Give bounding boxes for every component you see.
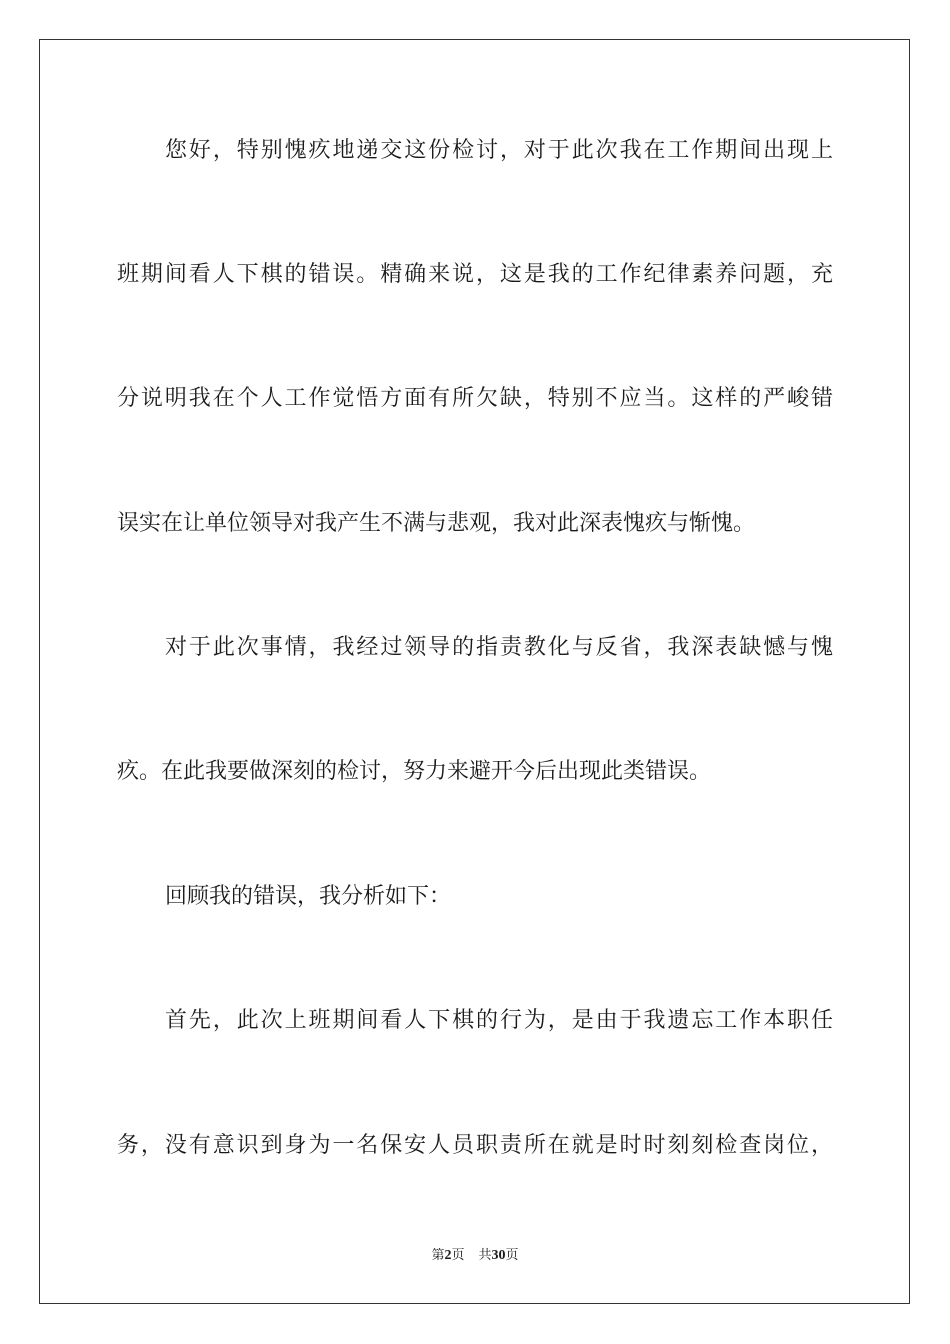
page-border — [39, 39, 910, 1304]
page-footer — [0, 1247, 950, 1265]
footer-total-suffix: 页 — [505, 1248, 519, 1263]
paragraph-line: 务，没有意识到身为一名保安人员职责所在就是时时刻刻检查岗位， — [117, 1133, 833, 1158]
paragraph-line: 对于此次事情，我经过领导的指责教化与反省，我深表缺憾与愧 — [165, 635, 833, 660]
current-page-number: 2 — [444, 1248, 452, 1263]
paragraph-line: 误实在让单位领导对我产生不满与悲观，我对此深表愧疚与惭愧。 — [117, 511, 756, 536]
paragraph-line: 分说明我在个人工作觉悟方面有所欠缺，特别不应当。这样的严峻错 — [117, 386, 833, 411]
paragraph-line: 您好，特别愧疚地递交这份检讨，对于此次我在工作期间出现上 — [165, 138, 833, 163]
paragraph-line: 班期间看人下棋的错误。精确来说，这是我的工作纪律素养问题，充 — [117, 262, 833, 287]
paragraph-line: 疚。在此我要做深刻的检讨，努力来避开今后出现此类错误。 — [117, 759, 712, 784]
paragraph-line: 回顾我的错误，我分析如下： — [165, 884, 452, 909]
footer-page-suffix: 页 — [451, 1248, 465, 1263]
paragraph-line: 首先，此次上班期间看人下棋的行为，是由于我遗忘工作本职任 — [165, 1008, 833, 1033]
footer-total-prefix: 共 — [478, 1248, 492, 1263]
total-pages-number: 30 — [491, 1248, 506, 1263]
footer-prefix: 第 — [431, 1248, 445, 1263]
